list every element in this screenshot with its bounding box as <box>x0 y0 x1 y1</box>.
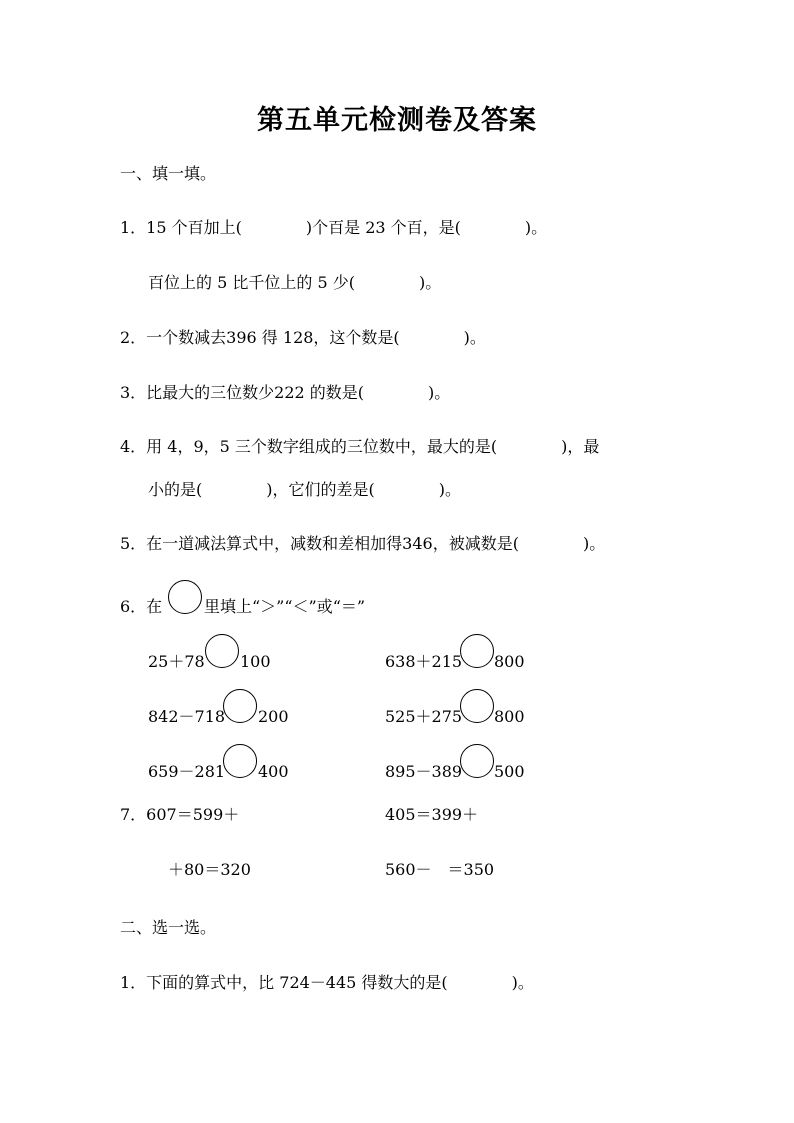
question-6-prefix: 6．在 <box>120 597 163 616</box>
section-2-question-1: 1．下面的算式中，比 724－445 得数大的是( )。 <box>120 973 534 992</box>
comparison-right: 400 <box>258 762 289 781</box>
answer-circle[interactable] <box>205 634 239 668</box>
comparison-right: 500 <box>494 762 525 781</box>
page-title: 第五单元检测卷及答案 <box>257 105 537 136</box>
question-3: 3．比最大的三位数少222 的数是( )。 <box>120 383 451 402</box>
comparison-right: 100 <box>240 652 271 671</box>
answer-circle[interactable] <box>223 744 257 778</box>
section-heading-fill: 一、填一填。 <box>120 164 217 183</box>
comparison-left: 638＋215 <box>385 652 463 671</box>
question-4-line-2: 小的是( )，它们的差是( )。 <box>148 480 461 499</box>
question-7-left-1: 7．607＝599＋ <box>120 805 240 824</box>
question-7-left-2: ＋80＝320 <box>168 860 251 879</box>
answer-circle[interactable] <box>460 634 494 668</box>
question-4-line-1: 4．用 4，9，5 三个数字组成的三位数中，最大的是( )，最 <box>120 437 600 456</box>
comparison-left: 895－389 <box>385 762 463 781</box>
comparison-left: 525＋275 <box>385 707 463 726</box>
section-heading-choose: 二、选一选。 <box>120 918 217 937</box>
answer-circle[interactable] <box>460 744 494 778</box>
comparison-right: 800 <box>494 707 525 726</box>
question-1-line-1: 1．15 个百加上( )个百是 23 个百，是( )。 <box>120 218 548 237</box>
question-2: 2．一个数减去396 得 128，这个数是( )。 <box>120 328 486 347</box>
comparison-right: 200 <box>258 707 289 726</box>
comparison-left: 842－718 <box>148 707 226 726</box>
answer-circle[interactable] <box>223 689 257 723</box>
answer-circle[interactable] <box>460 689 494 723</box>
question-6-suffix: 里填上“＞”“＜”或“＝” <box>204 597 366 616</box>
question-7-right-1: 405＝399＋ <box>385 805 479 824</box>
comparison-left: 659－281 <box>148 762 226 781</box>
question-1-line-2: 百位上的 5 比千位上的 5 少( )。 <box>148 273 442 292</box>
answer-circle-example <box>168 580 202 614</box>
question-5: 5．在一道减法算式中，减数和差相加得346，被减数是( )。 <box>120 534 606 553</box>
question-7-right-2: 560－ ＝350 <box>385 860 495 879</box>
comparison-right: 800 <box>494 652 525 671</box>
comparison-left: 25＋78 <box>148 652 205 671</box>
